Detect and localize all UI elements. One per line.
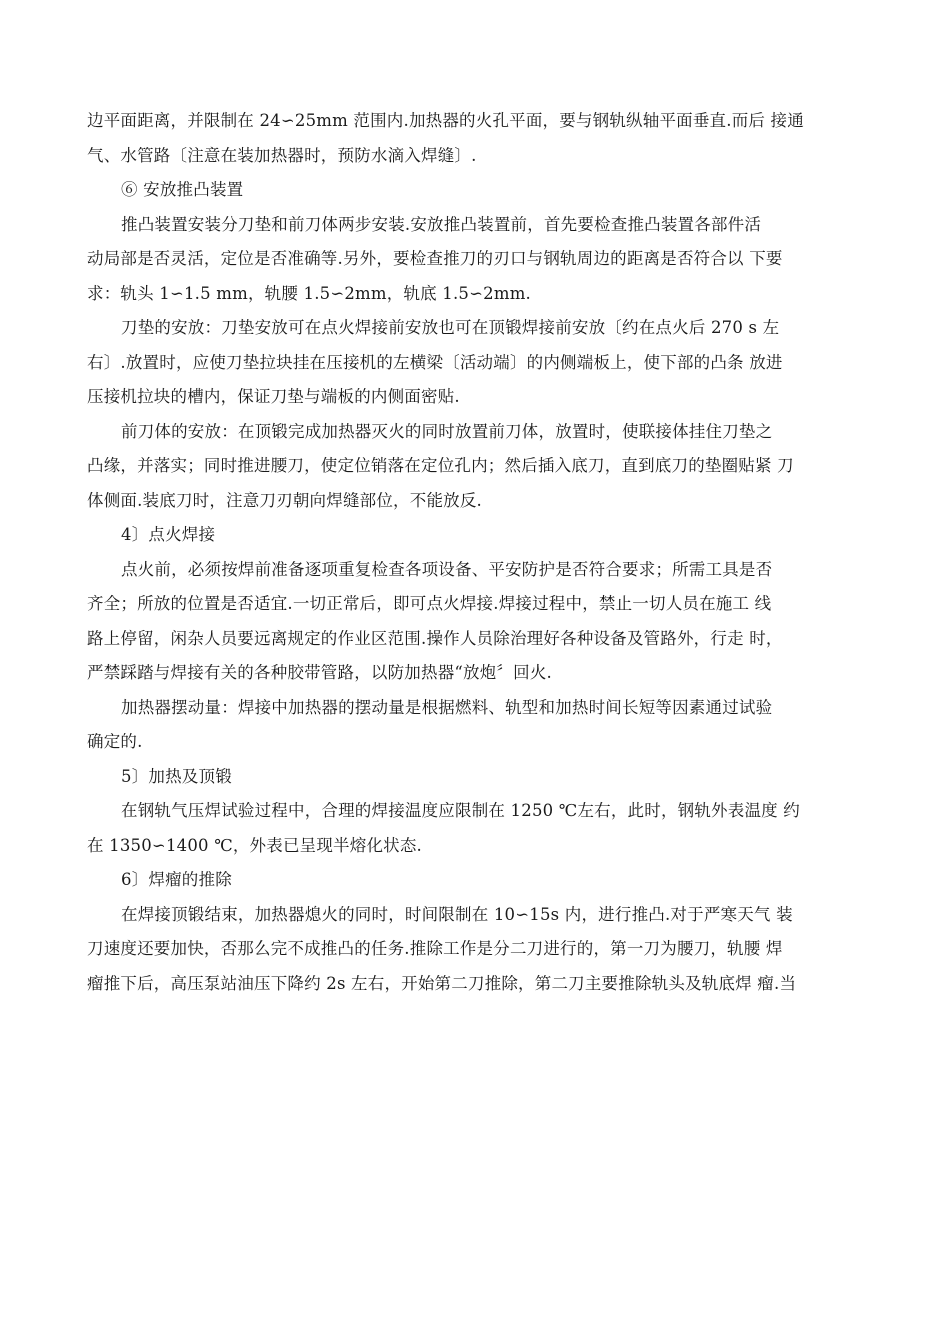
paragraph [87, 415, 873, 519]
text-line: 在 1350∽1400 ℃，外表已呈现半熔化状态. [87, 835, 422, 855]
text-line: 刀速度还要加快，否那么完不成推凸的任务.推除工作是分二刀进行的，第一刀为腰刀，轨腰 焊 [87, 939, 783, 958]
section-heading: 6〕焊瘤的推除 [121, 870, 232, 889]
paragraph [87, 553, 873, 691]
text-line: 确定的. [87, 732, 143, 751]
paragraph [87, 691, 873, 760]
text-line: 在钢轨气压焊试验过程中，合理的焊接温度应限制在 1250 ℃左右，此时，钢轨外表温度 约 [121, 801, 800, 820]
document-body [87, 104, 873, 1001]
text-line: 凸缘，并落实；同时推进腰刀，使定位销落在定位孔内；然后插入底刀，直到底刀的垫圈贴紧 刀 [87, 456, 794, 475]
paragraph [87, 208, 873, 312]
text-line: 在焊接顶锻结束，加热器熄火的同时，时间限制在 10∽15s 内，进行推凸.对于严寒天气 装 [121, 904, 793, 924]
text-line: 严禁踩踏与焊接有关的各种胶带管路，以防加热器“放炮〞回火. [87, 663, 552, 682]
text-line: 刀垫的安放：刀垫安放可在点火焊接前安放也可在顶锻焊接前安放〔约在点火后 270 s 左 [121, 318, 780, 337]
paragraph [87, 898, 873, 1002]
text-line: 体侧面.装底刀时，注意刀刃朝向焊缝部位，不能放反. [87, 490, 482, 510]
text-line: 点火前，必须按焊前准备逐项重复检查各项设备、平安防护是否符合要求；所需工具是否 [121, 559, 773, 579]
paragraph [87, 311, 873, 415]
section-heading: 4〕点火焊接 [121, 525, 216, 544]
text-line: 压接机拉块的槽内，保证刀垫与端板的内侧面密贴. [87, 387, 460, 406]
text-line: 加热器摆动量：焊接中加热器的摆动量是根据燃料、轨型和加热时间长短等因素通过试验 [121, 697, 773, 717]
text-line: 动局部是否灵活，定位是否准确等.另外，要检查推刀的刃口与钢轨周边的距离是否符合以 下要 [87, 249, 783, 268]
text-line: 推凸装置安装分刀垫和前刀体两步安装.安放推凸装置前，首先要检查推凸装置各部件活 [121, 214, 762, 234]
paragraph [87, 104, 873, 173]
text-line: 求：轨头 1∽1.5 mm，轨腰 1.5∽2mm，轨底 1.5∽2mm. [87, 283, 531, 303]
paragraph [87, 794, 873, 863]
text-line: 气、水管路〔注意在装加热器时，预防水滴入焊缝〕. [87, 145, 477, 165]
text-line: 路上停留，闲杂人员要远离规定的作业区范围.操作人员除治理好各种设备及管路外，行走 时， [87, 628, 783, 648]
text-line: 瘤推下后，高压泵站油压下降约 2s 左右，开始第二刀推除，第二刀主要推除轨头及轨底焊 瘤.当 [87, 973, 797, 993]
text-line: 齐全；所放的位置是否适宜.一切正常后，即可点火焊接.焊接过程中，禁止一切人员在施工 线 [87, 594, 772, 613]
section-heading: 5〕加热及顶锻 [121, 766, 232, 786]
text-line: 前刀体的安放：在顶锻完成加热器灭火的同时放置前刀体，放置时，使联接体挂住刀垫之 [121, 421, 773, 441]
section-heading: ⑥ 安放推凸装置 [121, 180, 244, 199]
text-line: 边平面距离，并限制在 24∽25mm 范围内.加热器的火孔平面，要与钢轨纵轴平面垂直.而后 接通 [87, 111, 804, 130]
text-line: 右〕.放置时，应使刀垫拉块挂在压接机的左横梁〔活动端〕的内侧端板上，使下部的凸条 放进 [87, 352, 783, 372]
